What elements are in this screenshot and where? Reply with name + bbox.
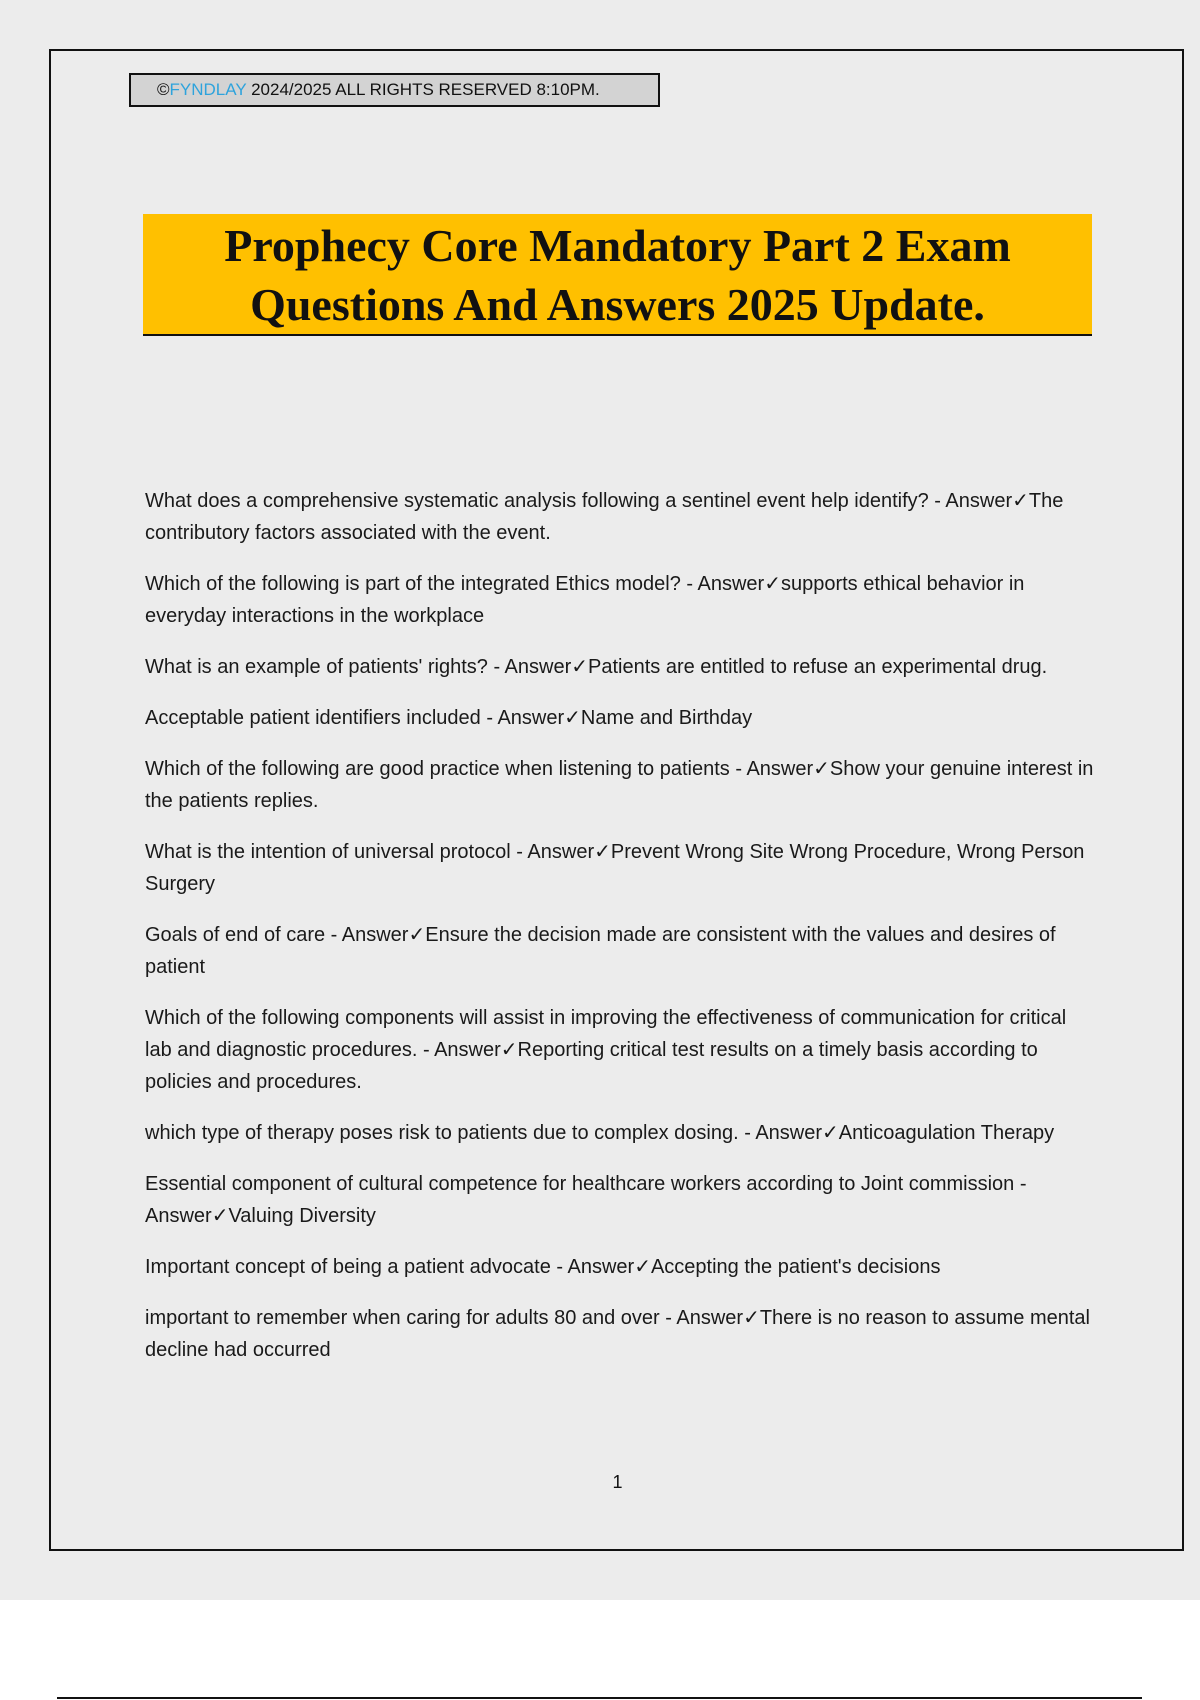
copyright-symbol: © [157,80,170,99]
qa-item: Which of the following are good practice when listening to patients - Answer✓Show your genuine interest in the patients replies. [145,758,1094,812]
qa-item: Important concept of being a patient advocate - Answer✓Accepting the patient's decisions [145,1256,941,1278]
question-answer-list [145,485,1095,1385]
qa-item: Acceptable patient identifiers included - Answer✓Name and Birthday [145,707,753,729]
qa-item: What is the intention of universal protocol - Answer✓Prevent Wrong Site Wrong Procedure, Wrong Person Surgery [145,841,1085,895]
title-line-2: Questions And Answers 2025 Update. [250,279,985,330]
qa-item: Which of the following components will assist in improving the effectiveness of communication for critical lab and diagnostic procedures. - Answer✓Reporting critical test results on a timely basis according to policies and procedures. [145,1007,1067,1093]
qa-item: What is an example of patients' rights? - Answer✓Patients are entitled to refuse an experimental drug. [145,656,1048,678]
copyright-notice [129,73,660,107]
qa-item: important to remember when caring for adults 80 and over - Answer✓There is no reason to assume mental decline had occurred [145,1307,1090,1361]
brand-name: FYNDLAY [169,80,247,99]
title-line-1: Prophecy Core Mandatory Part 2 Exam [224,220,1011,271]
qa-item: which type of therapy poses risk to patients due to complex dosing. - Answer✓Anticoagulation Therapy [145,1122,1055,1144]
qa-item: Goals of end of care - Answer✓Ensure the decision made are consistent with the values and desires of patient [145,924,1056,978]
document-title [143,214,1092,336]
qa-item: What does a comprehensive systematic analysis following a sentinel event help identify? - Answer✓The contributory factors associated with the event. [145,490,1064,544]
next-page-top-rule [57,1697,1142,1699]
copyright-text: 2024/2025 ALL RIGHTS RESERVED 8:10PM. [246,80,600,99]
qa-item: Which of the following is part of the integrated Ethics model? - Answer✓supports ethical behavior in everyday interactions in the workplace [145,573,1025,627]
qa-item: Essential component of cultural competence for healthcare workers according to Joint commission - Answer✓Valuing Diversity [145,1173,1027,1227]
page-number: 1 [612,1472,623,1492]
